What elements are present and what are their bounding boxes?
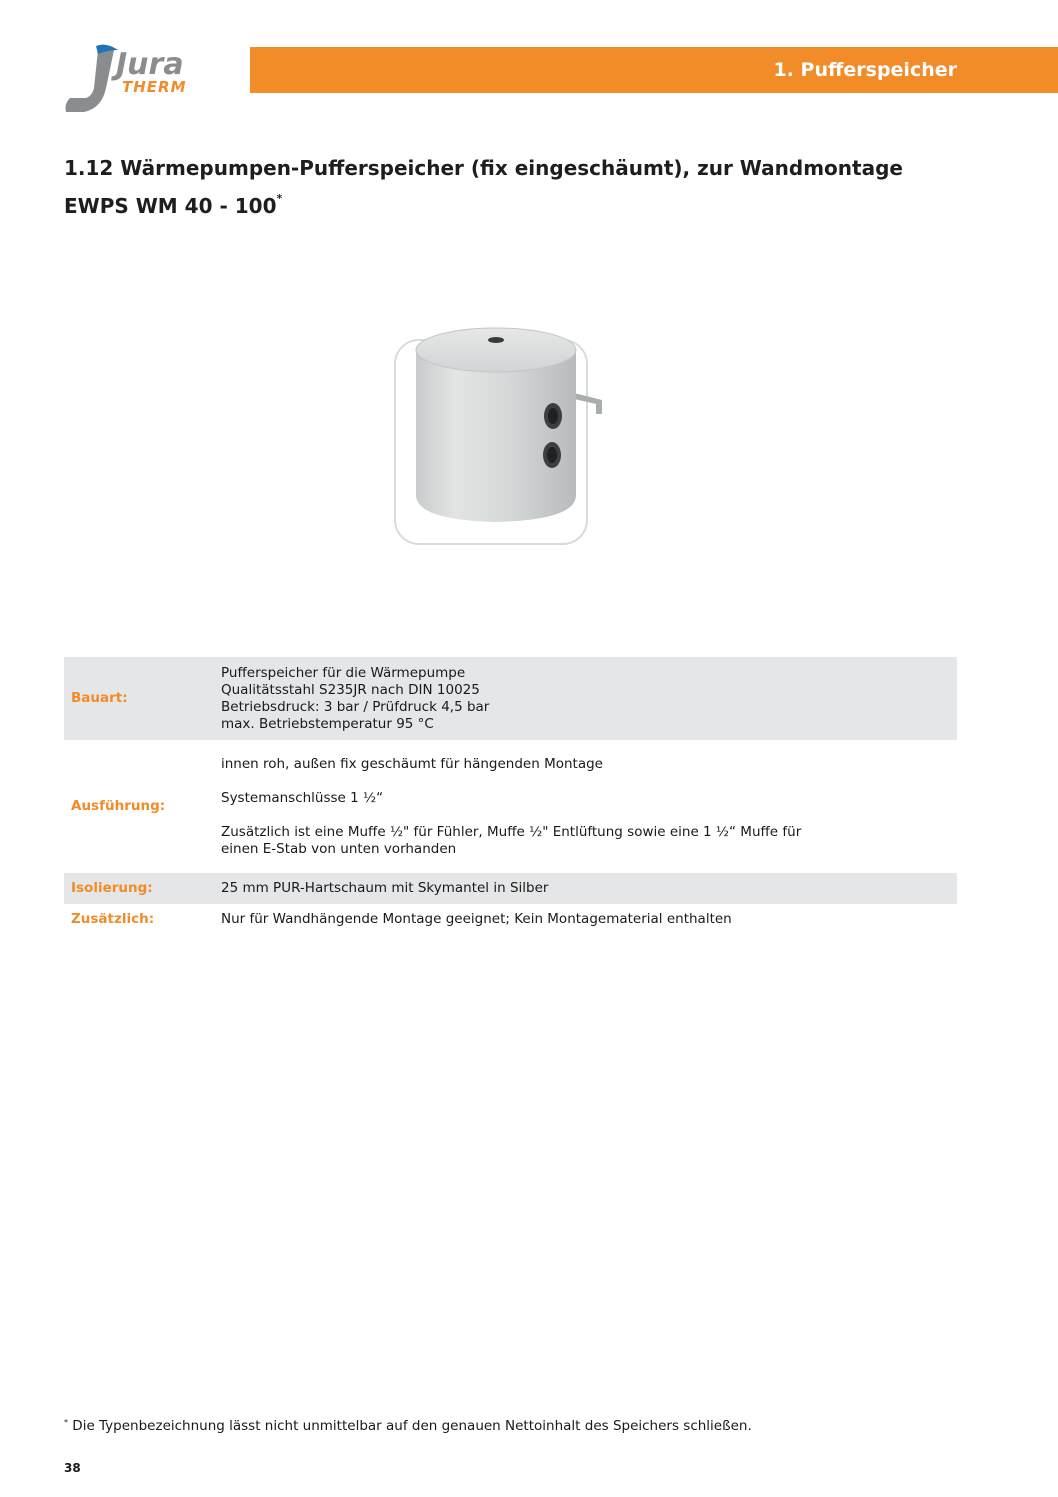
spec-label: Zusätzlich: [71, 911, 155, 927]
spec-label: Isolierung: [71, 880, 153, 896]
spec-line: max. Betriebstemperatur 95 °C [221, 715, 434, 732]
spec-value: 25 mm PUR-Hartschaum mit Skymantel in Silber [221, 880, 549, 896]
spec-row-isolierung [64, 873, 957, 904]
spec-line: einen E-Stab von unten vorhanden [221, 840, 457, 857]
footnote-marker: * [64, 1418, 68, 1427]
spec-label: Ausführung: [71, 798, 166, 814]
buffer-tank-image [390, 320, 612, 550]
page-number: 38 [64, 1461, 81, 1475]
spec-row-ausfuehrung [64, 740, 957, 873]
spec-line: Zusätzlich ist eine Muffe ½" für Fühler, Muffe ½" Entlüftung sowie eine 1 ½“ Muffe für [221, 823, 802, 840]
spec-row-zusaetzlich [64, 904, 957, 935]
spec-value [221, 657, 957, 740]
jura-therm-logo [62, 44, 218, 116]
spec-line: Qualitätsstahl S235JR nach DIN 10025 [221, 681, 480, 698]
logo-text-sub: THERM [122, 78, 187, 96]
spec-value: Nur für Wandhängende Montage geeignet; Kein Montagematerial enthalten [221, 911, 732, 927]
spec-line: Systemanschlüsse 1 ½“ [221, 789, 384, 806]
spec-row-bauart [64, 657, 957, 740]
spec-line: Betriebsdruck: 3 bar / Prüfdruck 4,5 bar [221, 698, 490, 715]
model-name: EWPS WM 40 - 100 [64, 194, 277, 218]
spec-value [221, 740, 957, 873]
page-title: 1.12 Wärmepumpen-Pufferspeicher (fix eingeschäumt), zur Wandmontage [64, 156, 903, 180]
logo-text-main: Jura [116, 47, 184, 82]
footnote [64, 1418, 752, 1434]
model-footnote-marker: * [276, 192, 283, 205]
section-header-bar [250, 47, 1058, 93]
product-model [64, 194, 282, 218]
section-title: 1. Pufferspeicher [773, 59, 957, 81]
specifications-table [64, 657, 957, 935]
spec-line: Pufferspeicher für die Wärmepumpe [221, 664, 466, 681]
spec-line: innen roh, außen fix geschäumt für hängenden Montage [221, 755, 603, 772]
footnote-text: Die Typenbezeichnung lässt nicht unmittelbar auf den genauen Nettoinhalt des Speichers schließen. [72, 1418, 752, 1434]
spec-label: Bauart: [71, 690, 128, 706]
